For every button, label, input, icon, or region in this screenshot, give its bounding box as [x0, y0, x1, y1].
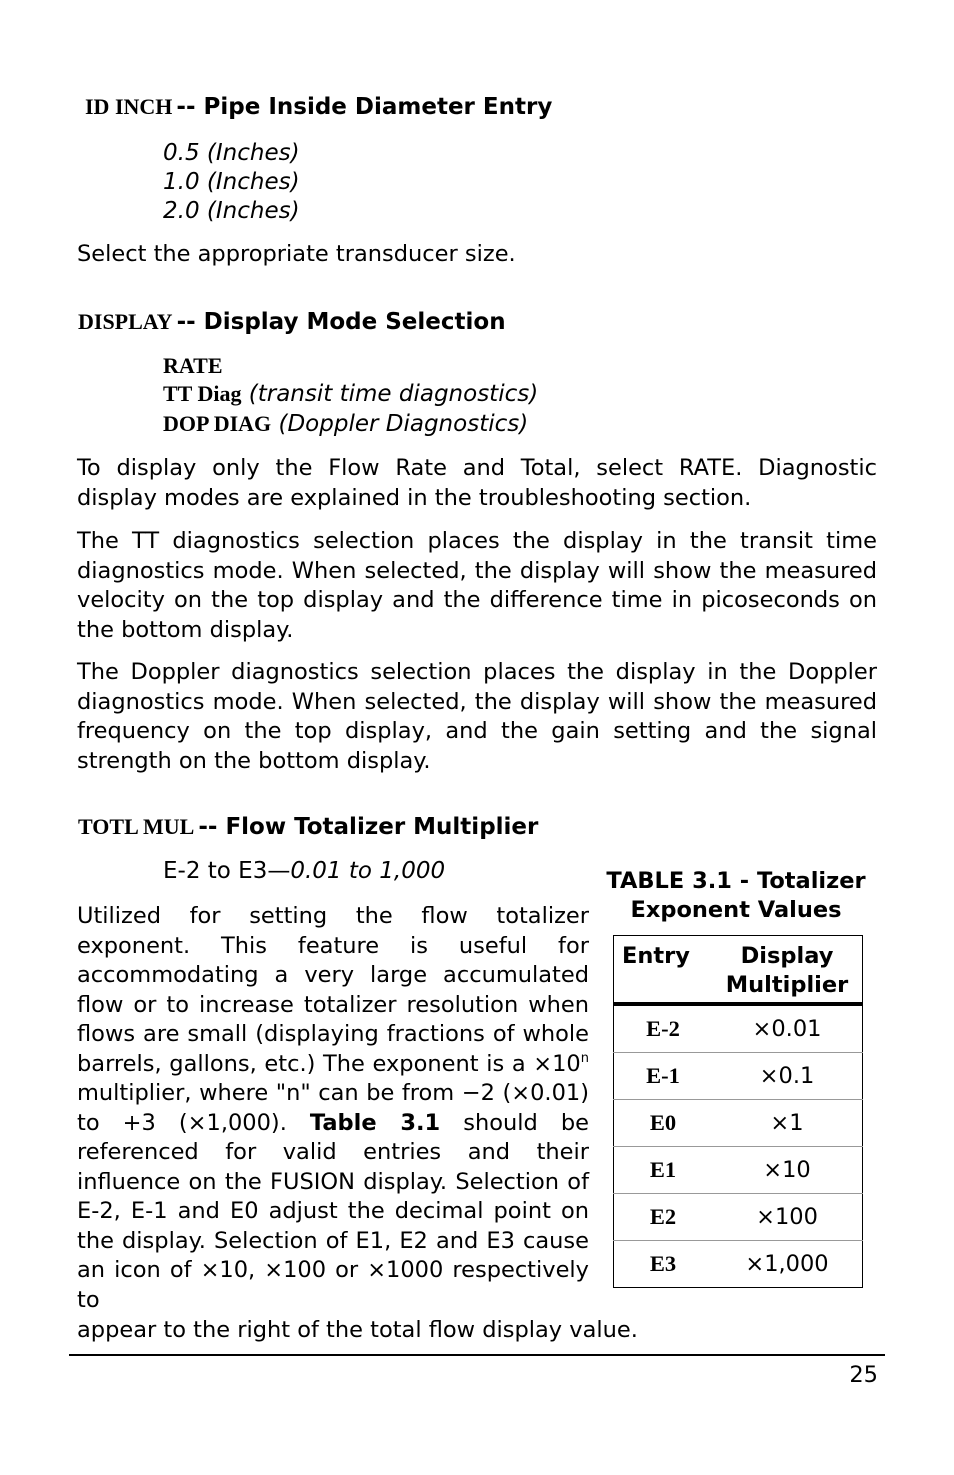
table-cell-multiplier: ×1,000 [712, 1241, 863, 1288]
table-cell-multiplier: ×1 [712, 1100, 863, 1147]
table-caption-line: Exponent Values [630, 897, 842, 923]
table-caption [590, 867, 882, 925]
totl-mul-title: -- Flow Totalizer Multiplier [198, 814, 539, 840]
totl-mul-range-plain: E-2 to E3— [163, 858, 291, 884]
table-row [614, 1100, 863, 1147]
display-option-keyword: DOP DIAG [163, 411, 272, 436]
table-header-row [614, 936, 863, 1005]
display-heading [78, 309, 506, 335]
table-cell-entry: E2 [614, 1194, 713, 1241]
display-paragraph: To display only the Flow Rate and Total, select RATE. Diagnostic display modes are explained in the troubleshooting section. [77, 455, 877, 511]
display-option-tt-diag [163, 381, 538, 407]
page-number: 25 [849, 1362, 878, 1388]
table-cell-entry: E-1 [614, 1053, 713, 1100]
display-paragraph: The TT diagnostics selection places the display in the transit time diagnostics mode. When selected, the display will show the measured velocity on the top display and the difference time in picoseconds on the bottom display. [77, 528, 877, 643]
table-row [614, 1004, 863, 1053]
totl-mul-text: multiplier, where "n" can be from −2 (×0.01) to +3 (×1,000). [77, 1080, 589, 1136]
table-reference: Table 3.1 [309, 1109, 441, 1136]
display-option-keyword: TT Diag [163, 381, 242, 406]
footer-divider [69, 1354, 885, 1356]
id-inch-option: 0.5 (Inches) [163, 140, 300, 166]
table-row [614, 1241, 863, 1288]
table-caption-line: TABLE 3.1 - Totalizer [606, 868, 866, 894]
totl-mul-text: should be referenced for valid entries and their influence on the FUSION display. Selection of E-2, E-1 and E0 adjust the decimal point on the display. Selection of E1, E2 and E3 cause an icon of ×10, ×100 or ×1000 respectively to [77, 1109, 589, 1313]
display-option-note: (Doppler Diagnostics) [278, 411, 529, 437]
display-option-note: (transit time diagnostics) [248, 381, 539, 407]
id-inch-keyword: ID INCH [85, 94, 173, 119]
table-cell-multiplier: ×100 [712, 1194, 863, 1241]
id-inch-option: 2.0 (Inches) [163, 198, 300, 224]
table-cell-entry: E0 [614, 1100, 713, 1147]
table-row [614, 1147, 863, 1194]
display-option-dop-diag [163, 411, 528, 437]
totl-mul-text: Utilized for setting the flow totalizer exponent. This feature is useful for accommodating a very large accumulated flow or to increase totalizer resolution when flows are small (displaying fractions of whole barrels, gallons, etc.) The exponent is a ×10 [77, 903, 589, 1077]
table-row [614, 1194, 863, 1241]
display-title: -- Display Mode Selection [176, 309, 506, 335]
totl-mul-paragraph [77, 902, 589, 1315]
id-inch-title: -- Pipe Inside Diameter Entry [176, 94, 553, 120]
table-cell-multiplier: ×0.01 [752, 1016, 822, 1042]
exponent-table [613, 935, 863, 1288]
totl-mul-keyword: TOTL MUL [78, 814, 195, 839]
id-inch-option: 1.0 (Inches) [163, 169, 300, 195]
id-inch-heading [85, 94, 552, 120]
totl-mul-heading [78, 814, 538, 840]
table-cell-entry: E-2 [646, 1016, 680, 1041]
table-header-entry: Entry [614, 936, 713, 1005]
totl-mul-last-line: appear to the right of the total flow display value. [77, 1317, 638, 1343]
id-inch-text: Select the appropriate transducer size. [77, 241, 516, 267]
totl-mul-range [163, 858, 445, 884]
table-cell-entry: E1 [614, 1147, 713, 1194]
table-cell-entry: E3 [614, 1241, 713, 1288]
exponent-superscript: n [580, 1050, 589, 1066]
display-keyword: DISPLAY [78, 309, 173, 334]
table-header-multiplier: Display Multiplier [712, 936, 863, 1005]
display-paragraph: The Doppler diagnostics selection places the display in the Doppler diagnostics mode. When selected, the display will show the measured frequency on the top display, and the gain setting and the signal strength on the bottom display. [77, 659, 877, 774]
display-option-keyword: RATE [163, 353, 223, 378]
display-option-rate [163, 353, 223, 379]
totl-mul-range-values: 0.01 to 1,000 [290, 858, 446, 884]
table-row [614, 1053, 863, 1100]
table-cell-multiplier: ×0.1 [712, 1053, 863, 1100]
table-cell-multiplier: ×10 [712, 1147, 863, 1194]
